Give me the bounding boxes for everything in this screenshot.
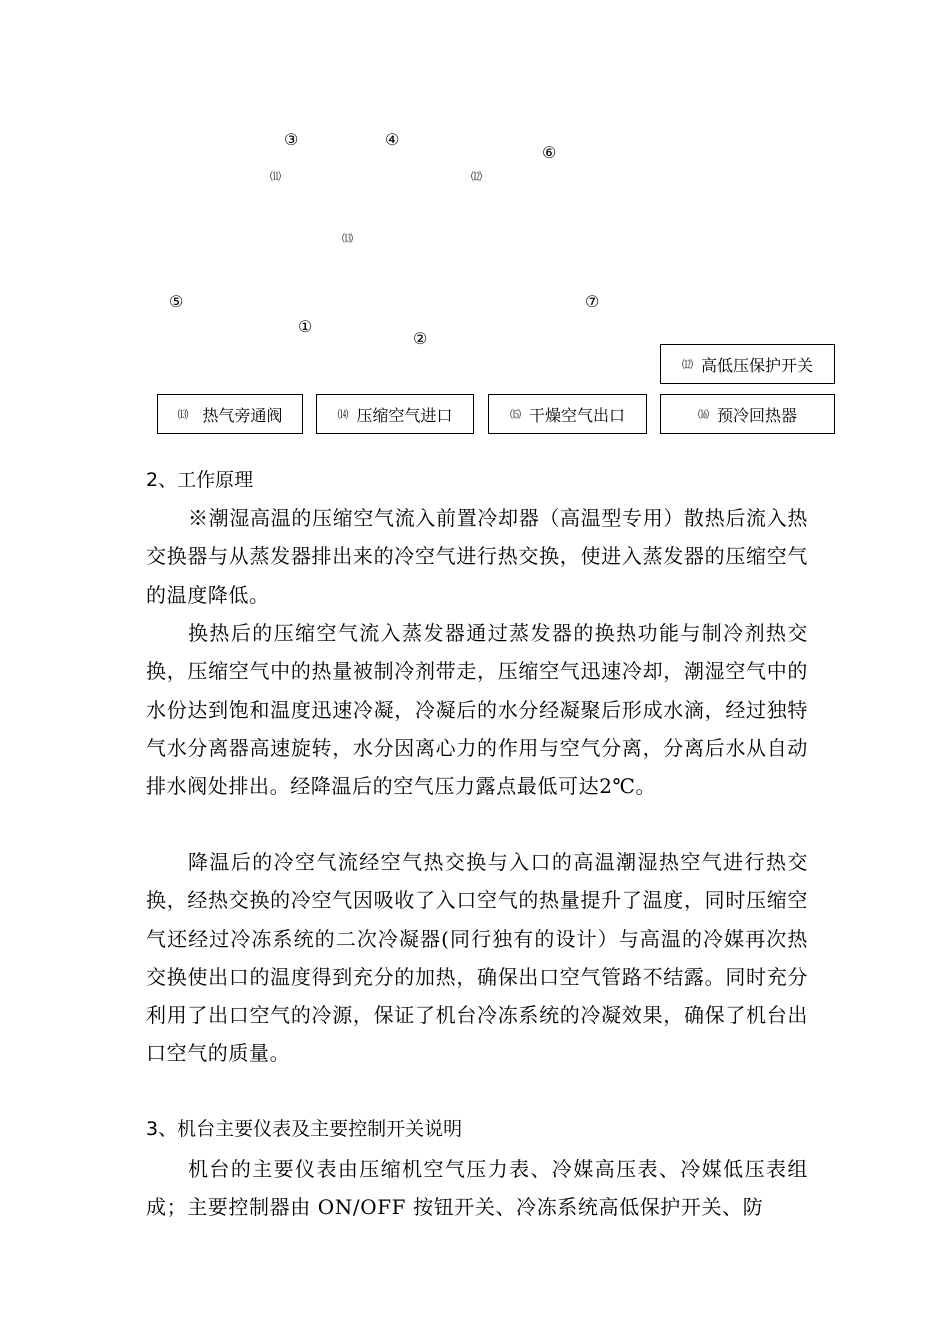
callout-2: ② [413,329,428,348]
legend-label: 热气旁通阀 [202,405,283,425]
legend-number: ⒃ [697,408,709,421]
legend-number: ⒂ [509,408,521,421]
legend-number: ⒀ [177,408,189,421]
section-2-paragraph-1: ※潮湿高温的压缩空气流入前置冷却器（高温型专用）散热后流入热交换器与从蒸发器排出来的冷空气进行热交换，使进入蒸发器的压缩空气的温度降低。 [146,506,808,607]
callout-5: ⑤ [169,292,184,311]
legend-item-dry-air-outlet [488,394,647,434]
legend-item-high-low-pressure-switch [660,344,835,384]
legend-label: 压缩空气进口 [356,405,453,425]
legend-label: 预冷回热器 [716,405,797,425]
legend-label: 高低压保护开关 [700,355,813,375]
legend-item-hot-gas-bypass-valve [157,394,303,434]
legend-item-compressed-air-inlet [316,394,474,434]
callout-1: ① [298,317,313,336]
callout-7: ⑦ [585,292,600,311]
legend-number: ⑿ [681,358,693,371]
section-3-heading: 3、机台主要仪表及主要控制开关说明 [146,1118,463,1140]
section-2-heading: 2、工作原理 [146,469,254,491]
callout-13: ⒀ [342,232,353,245]
callout-6: ⑥ [542,143,557,162]
callout-4: ④ [385,130,400,149]
callout-12: ⑿ [471,170,482,183]
section-2-paragraph-2: 换热后的压缩空气流入蒸发器通过蒸发器的换热功能与制冷剂热交换，压缩空气中的热量被制冷剂带走，压缩空气迅速冷却，潮湿空气中的水份达到饱和温度迅速冷凝，冷凝后的水分经凝聚后形成水滴，经过独特气水分离器高速旋转，水分因离心力的作用与空气分离，分离后水从自动排水阀处排出。经降温后的空气压力露点最低可达2℃。 [146,621,808,799]
legend-label: 干燥空气出口 [528,405,625,425]
legend-number: ⒁ [337,408,349,421]
legend-item-precooler-reheater [660,394,835,434]
callout-3: ③ [284,130,299,149]
callout-11: ⑾ [270,170,281,183]
section-3-paragraph-1: 机台的主要仪表由压缩机空气压力表、冷媒高压表、冷媒低压表组成；主要控制器由 ON/OFF 按钮开关、冷冻系统高低保护开关、防 [146,1157,808,1220]
section-2-paragraph-3: 降温后的冷空气流经空气热交换与入口的高温潮湿热空气进行热交换，经热交换的冷空气因吸收了入口空气的热量提升了温度，同时压缩空气还经过冷冻系统的二次冷凝器(同行独有的设计）与高温的冷媒再次热交换使出口的温度得到充分的加热，确保出口空气管路不结露。同时充分利用了出口空气的冷源，保证了机台冷冻系统的冷凝效果，确保了机台出口空气的质量。 [146,850,808,1066]
